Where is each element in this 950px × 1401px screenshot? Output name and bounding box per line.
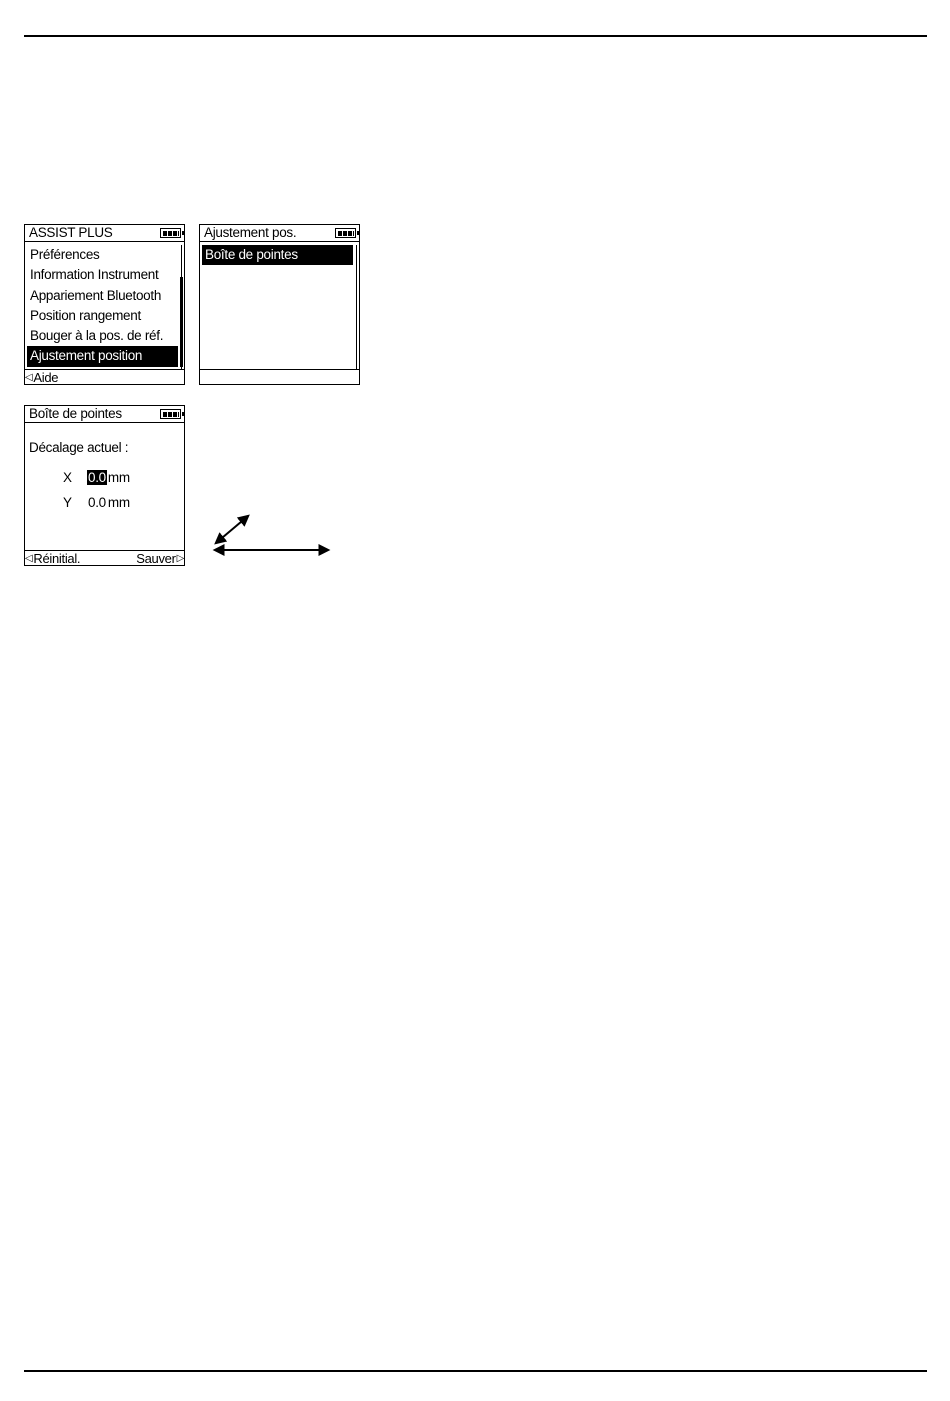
- save-softkey[interactable]: [136, 551, 184, 566]
- current-offset-label: Décalage actuel :: [29, 440, 129, 455]
- menu-item-instrument-info[interactable]: Information Instrument: [30, 267, 159, 283]
- page-top-rule: [24, 35, 927, 37]
- tip-box-title: [25, 406, 184, 423]
- xy-axis-arrows-icon: [210, 512, 335, 562]
- scrollbar-thumb[interactable]: [180, 277, 183, 367]
- save-softkey-label: Sauver: [136, 551, 176, 566]
- position-adjust-title: [200, 225, 359, 242]
- x-offset-unit: mm: [107, 470, 130, 485]
- main-menu-list: [27, 245, 178, 367]
- triangle-left-icon: ◁: [25, 372, 33, 383]
- menu-item-move-reference[interactable]: Bouger à la pos. de réf.: [30, 328, 164, 344]
- y-offset-row: [63, 495, 130, 510]
- y-axis-arrow: [216, 516, 248, 543]
- battery-icon: [160, 409, 181, 419]
- help-softkey-label: Aide: [33, 370, 59, 385]
- x-offset-value[interactable]: 0.0: [88, 470, 106, 485]
- menu-item-tip-box[interactable]: Boîte de pointes: [202, 245, 353, 265]
- tip-box-title-text: Boîte de pointes: [29, 406, 122, 421]
- tip-box-screen: [24, 405, 185, 566]
- main-menu-screen: [24, 224, 185, 385]
- main-menu-footer: [25, 369, 184, 384]
- scrollbar-track[interactable]: [356, 245, 357, 369]
- main-menu-title: [25, 225, 184, 242]
- x-axis-label: X: [63, 470, 72, 485]
- main-menu-title-text: ASSIST PLUS: [29, 225, 113, 240]
- battery-icon: [160, 228, 181, 238]
- menu-item-bluetooth-pairing[interactable]: Appariement Bluetooth: [30, 287, 162, 303]
- y-offset-unit: mm: [107, 495, 130, 510]
- position-adjust-list: [202, 245, 353, 265]
- menu-item-position-adjust[interactable]: Ajustement position: [27, 346, 178, 366]
- y-axis-label: Y: [63, 495, 72, 510]
- reset-softkey-label: Réinitial.: [33, 551, 81, 566]
- position-adjust-footer: [200, 369, 359, 384]
- help-softkey[interactable]: [25, 370, 58, 385]
- battery-icon: [335, 228, 356, 238]
- reset-softkey[interactable]: [25, 551, 80, 566]
- menu-item-preferences[interactable]: Préférences: [30, 247, 100, 262]
- page-bottom-rule: [24, 1370, 927, 1372]
- position-adjust-screen: [199, 224, 360, 385]
- y-offset-value[interactable]: 0.0: [88, 495, 106, 510]
- menu-item-storage-position[interactable]: Position rangement: [30, 307, 141, 323]
- triangle-left-icon: ◁: [25, 553, 33, 564]
- position-adjust-title-text: Ajustement pos.: [204, 225, 297, 240]
- x-offset-row: [63, 470, 130, 485]
- tip-box-footer: [25, 550, 184, 565]
- triangle-right-icon: ▷: [176, 553, 184, 564]
